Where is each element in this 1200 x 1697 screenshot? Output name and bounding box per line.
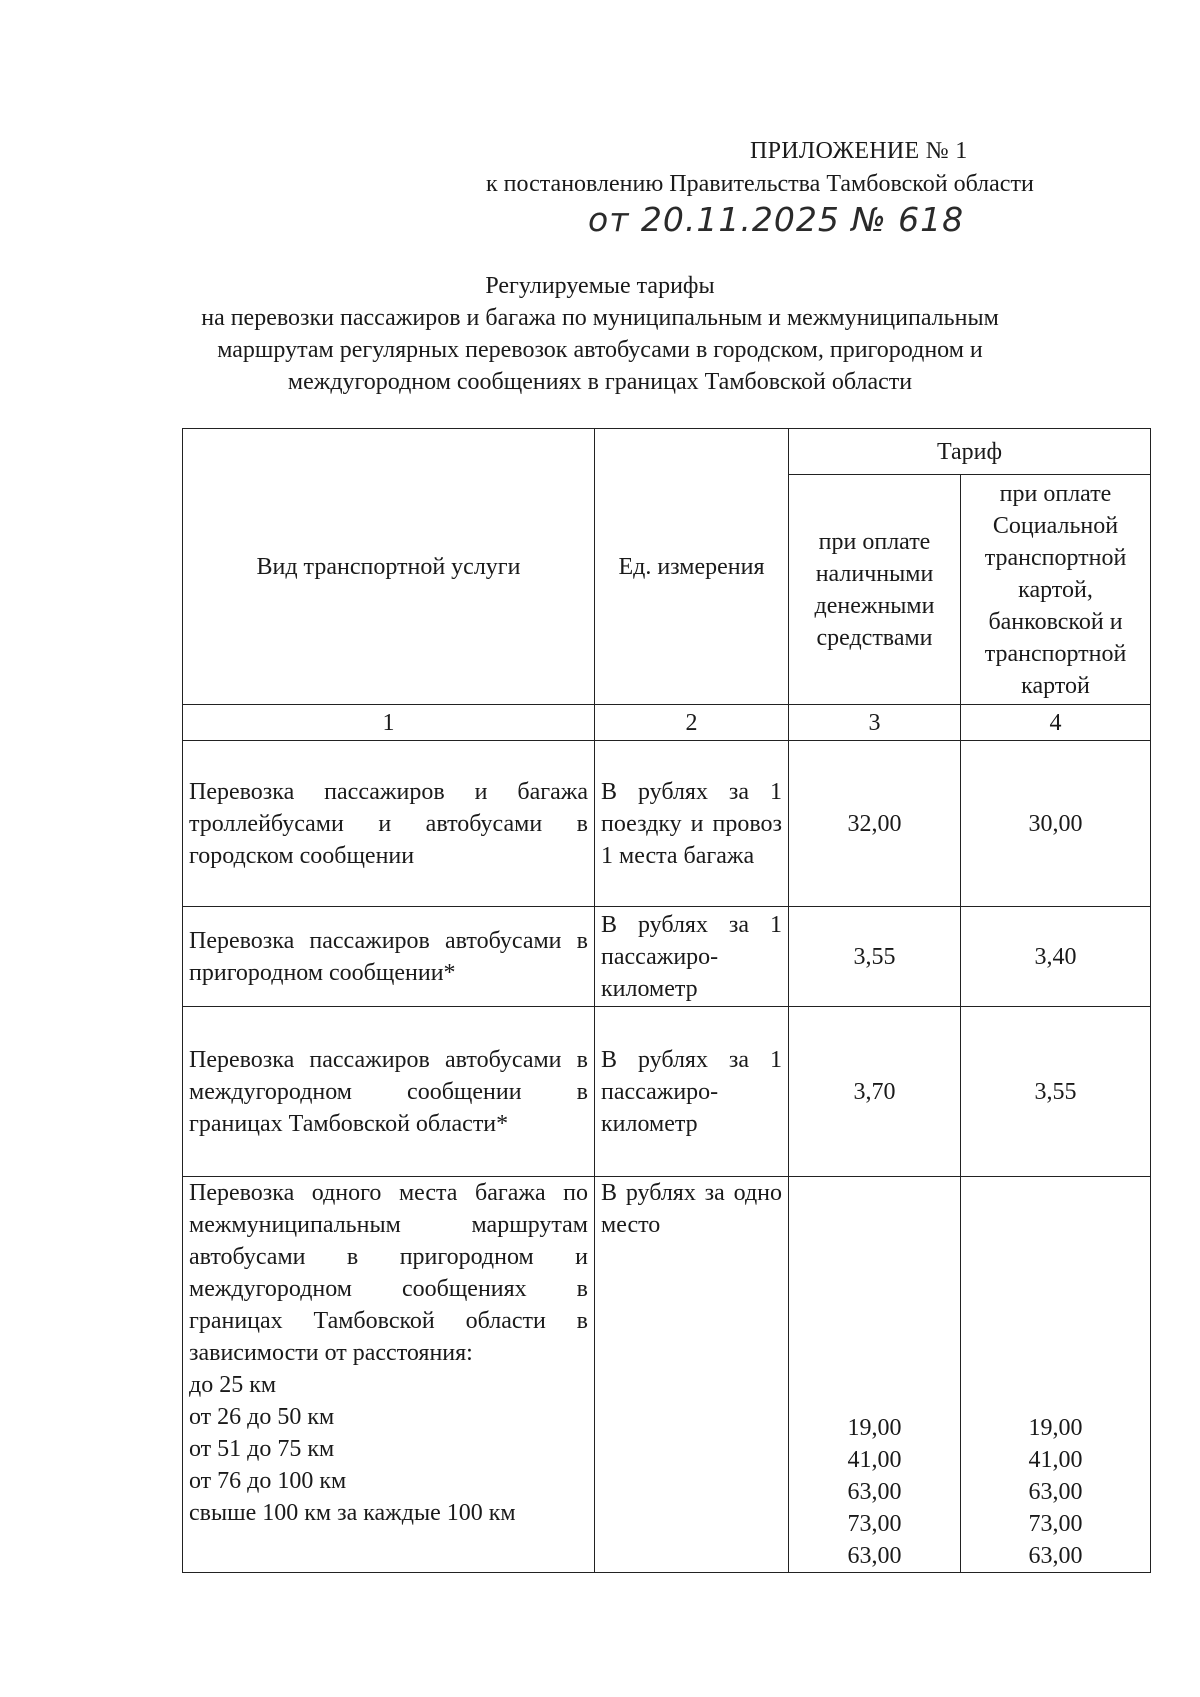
card-value: 41,00 <box>1028 1447 1083 1473</box>
cash-value: 19,00 <box>847 1415 902 1441</box>
header-unit: Ед. измерения <box>595 429 789 705</box>
distance-label: от 51 до 75 км <box>189 1436 335 1462</box>
card-value: 19,00 <box>1028 1415 1083 1441</box>
unit-cell: В рублях за одно место <box>595 1177 789 1573</box>
distance-list <box>189 1369 588 1529</box>
card-tariff-cell: 3,55 <box>961 1007 1151 1177</box>
header-cash: при оплате наличными денежными средствами <box>789 475 961 705</box>
header-service: Вид транспортной услуги <box>183 429 595 705</box>
title-line: междугородном сообщениях в границах Тамбовской области <box>287 369 913 395</box>
table-row-luggage <box>183 1177 1151 1573</box>
appendix-subtitle: к постановлению Правительства Тамбовской области <box>486 171 1034 197</box>
card-tariff-cell: 3,40 <box>961 907 1151 1007</box>
service-cell: Перевозка пассажиров автобусами в пригородном сообщении* <box>183 907 595 1007</box>
service-cell <box>183 1177 595 1573</box>
column-number: 3 <box>789 705 961 741</box>
unit-cell: В рублях за 1 поездку и провоз 1 места багажа <box>595 741 789 907</box>
table-header-row <box>183 429 1151 475</box>
document-title <box>120 270 1080 398</box>
card-tariff-cell: 30,00 <box>961 741 1151 907</box>
card-value: 63,00 <box>1028 1479 1083 1505</box>
column-number: 4 <box>961 705 1151 741</box>
service-cell: Перевозка пассажиров автобусами в междугородном сообщении в границах Тамбовской области* <box>183 1007 595 1177</box>
table-row <box>183 907 1151 1007</box>
table-row <box>183 1007 1151 1177</box>
distance-label: свыше 100 км за каждые 100 км <box>189 1500 516 1526</box>
column-number-row <box>183 705 1151 741</box>
cash-tariff-cell: 3,55 <box>789 907 961 1007</box>
column-number: 1 <box>183 705 595 741</box>
card-value: 73,00 <box>1028 1511 1083 1537</box>
distance-label: от 26 до 50 км <box>189 1404 335 1430</box>
cash-value: 63,00 <box>847 1543 902 1569</box>
header-tariff: Тариф <box>789 429 1151 475</box>
luggage-service-text: Перевозка одного места багажа по межмуниципальным маршрутам автобусами в пригородном и междугородном сообщениях в границах Тамбовской области в зависимости от расстояния: <box>189 1180 588 1366</box>
title-line: на перевозки пассажиров и багажа по муниципальным и межмуниципальным <box>201 305 999 331</box>
cash-tariff-cell <box>789 1177 961 1573</box>
column-number: 2 <box>595 705 789 741</box>
appendix-title: ПРИЛОЖЕНИЕ № 1 <box>750 138 968 164</box>
unit-cell: В рублях за 1 пассажиро-километр <box>595 1007 789 1177</box>
card-value: 63,00 <box>1028 1543 1083 1569</box>
distance-label: от 76 до 100 км <box>189 1468 347 1494</box>
service-cell: Перевозка пассажиров и багажа троллейбусами и автобусами в городском сообщении <box>183 741 595 907</box>
handwritten-date-number: от 20.11.2025 № 618 <box>588 200 965 239</box>
table-row <box>183 741 1151 907</box>
cash-tariff-cell: 3,70 <box>789 1007 961 1177</box>
cash-value: 73,00 <box>847 1511 902 1537</box>
title-line: Регулируемые тарифы <box>485 273 715 299</box>
cash-value: 41,00 <box>847 1447 902 1473</box>
card-tariff-cell <box>961 1177 1151 1573</box>
cash-tariff-cell: 32,00 <box>789 741 961 907</box>
header-card: при оплате Социальной транспортной картой, банковской и транспортной картой <box>961 475 1151 705</box>
distance-label: до 25 км <box>189 1372 277 1398</box>
tariff-table <box>182 428 1151 1573</box>
cash-value: 63,00 <box>847 1479 902 1505</box>
title-line: маршрутам регулярных перевозок автобусами в городском, пригородном и <box>217 337 983 363</box>
unit-cell: В рублях за 1 пассажиро-километр <box>595 907 789 1007</box>
